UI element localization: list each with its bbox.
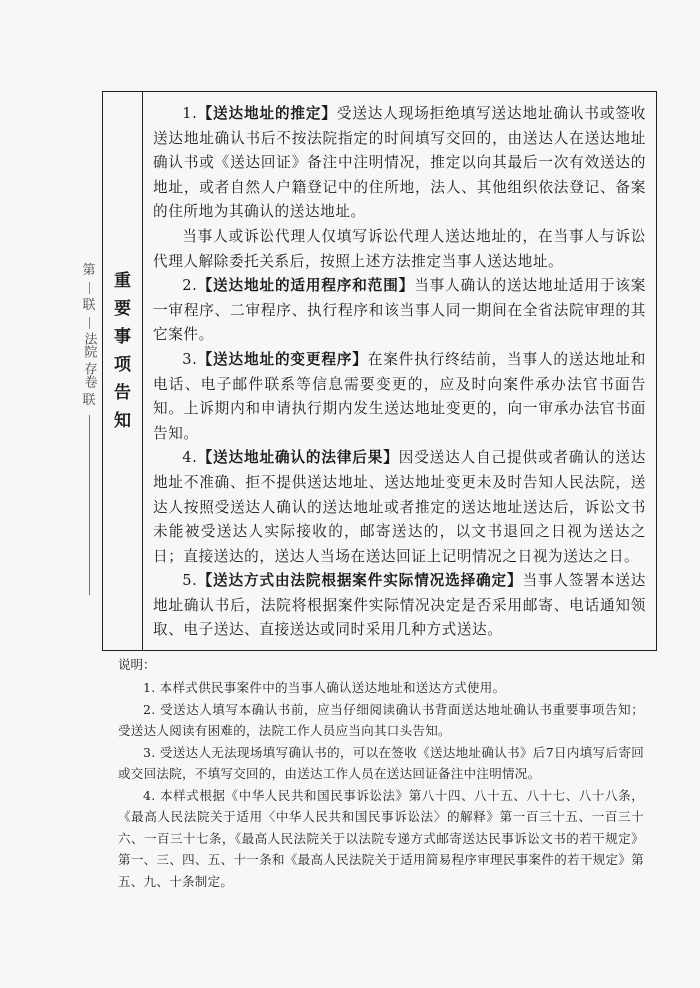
stub-margin (76, 262, 102, 595)
item-heading: 【送达地址的推定】 (197, 105, 337, 122)
notice-label-char: 项 (114, 355, 131, 375)
notice-label-char: 要 (114, 299, 131, 319)
notice-item (153, 274, 646, 348)
notice-content (143, 92, 656, 650)
item-text: 当事人签署本送达地址确认书后，法院将根据案件实际情况决定是否采用邮寄、电话通知领取、电子送达、直接送达或同时采用几种方式送达。 (153, 572, 646, 639)
item-heading: 【送达方式由法院根据案件实际情况选择确定】 (197, 572, 523, 590)
item-number: 1. (182, 105, 198, 122)
notice-table (102, 91, 657, 651)
note-item: 1. 本样式供民事案件中的当事人确认送达地址和送达方式使用。 (143, 680, 506, 695)
notice-item (153, 225, 646, 274)
notice-label-column (103, 92, 143, 650)
notice-item (153, 348, 646, 446)
item-number: 4. (182, 449, 198, 467)
stub-char: 存卷 (81, 362, 97, 388)
item-number: 2. (182, 277, 198, 295)
notice-label-char: 事 (114, 327, 131, 347)
notice-label-char: 知 (114, 411, 131, 431)
item-number: 3. (182, 350, 198, 368)
item-text: 在案件执行终结前，当事人的送达地址和电话、电子邮件联系等信息需要变更的，应及时向案件承办法官书面告知。上诉期内和申请执行期内发生送达地址变更的，向一审承办法官书面告知。 (153, 350, 646, 442)
notice-item (153, 446, 646, 569)
stub-cut-line (89, 415, 90, 595)
note-item: 2. 受送达人填写本确认书前，应当仔细阅读确认书背面送达地址确认书重要事项告知；受送达人阅读有困难的，法院工作人员应当向其口头告知。 (118, 701, 644, 738)
notes-section (118, 655, 644, 892)
stub-char: 第 (82, 263, 96, 278)
item-text: 当事人或诉讼代理人仅填写诉讼代理人送达地址的，在当事人与诉讼代理人解除委托关系后，按照上述方法推定当事人送达地址。 (153, 227, 646, 270)
item-text: 当事人确认的送达地址适用于该案一审程序、二审程序、执行程序和该当事人同一期间在全省法院审理的其它案件。 (153, 277, 646, 344)
item-heading: 【送达地址确认的法律后果】 (197, 449, 399, 467)
note-item: 3. 受送达人无法现场填写确认书的，可以在签收《送达地址确认书》后7日内填写后寄回或交回法院，不填写交回的，由送达工作人员在送达回证备注中注明情况。 (118, 744, 644, 781)
note-item: 4. 本样式根据《中华人民共和国民事诉讼法》第八十四、八十五、八十七、八十八条，《最高人民法院关于适用〈中华人民共和国民事诉讼法〉的解释》第一百三十五、一百三十六、一百三十七条，《最高人民法院关于以法院专递方式邮寄送达民事诉讼文书的若干规定》第一、三、四、五、十一条和《最高人民法院关于适用简易程序审理民事案件的若干规定》第五、九、十条制定。 (118, 787, 644, 889)
item-number: 5. (182, 572, 198, 590)
item-text: 因受送达人自己提供或者确认的送达地址不准确、拒不提供送达地址、送达地址变更未及时告知人民法院，送达人按照受送达人确认的送达地址或者推定的送达地址送达后，诉讼文书未能被受送达人实际接收的，邮寄送达的，以文书退回之日视为送达之日；直接送达的，送达人当场在送达回证上记明情况之日视为送达之日。 (153, 449, 646, 565)
item-text: 受送达人现场拒绝填写送达地址确认书或签收送达地址确认书后不按法院指定的时间填写交回的，由送达人在送达地址确认书或《送达回证》备注中注明情况，推定以向其最后一次有效送达的地址，或者自然人户籍登记中的住所地，法人、其他组织依法登记、备案的住所地为其确认的送达地址。 (153, 105, 646, 221)
notice-label-char: 告 (114, 383, 131, 403)
stub-char: 联 (82, 393, 96, 408)
notice-item (153, 569, 646, 643)
notes-title: 说明： (118, 657, 156, 672)
stub-tick (89, 282, 90, 294)
notice-label-char: 重 (114, 271, 131, 291)
notice-item (153, 102, 646, 225)
item-heading: 【送达地址的变更程序】 (197, 350, 368, 368)
stub-char: 法院 (81, 332, 97, 358)
stub-char: 联 (82, 298, 96, 313)
stub-tick (89, 317, 90, 329)
item-heading: 【送达地址的适用程序和范围】 (197, 277, 415, 295)
